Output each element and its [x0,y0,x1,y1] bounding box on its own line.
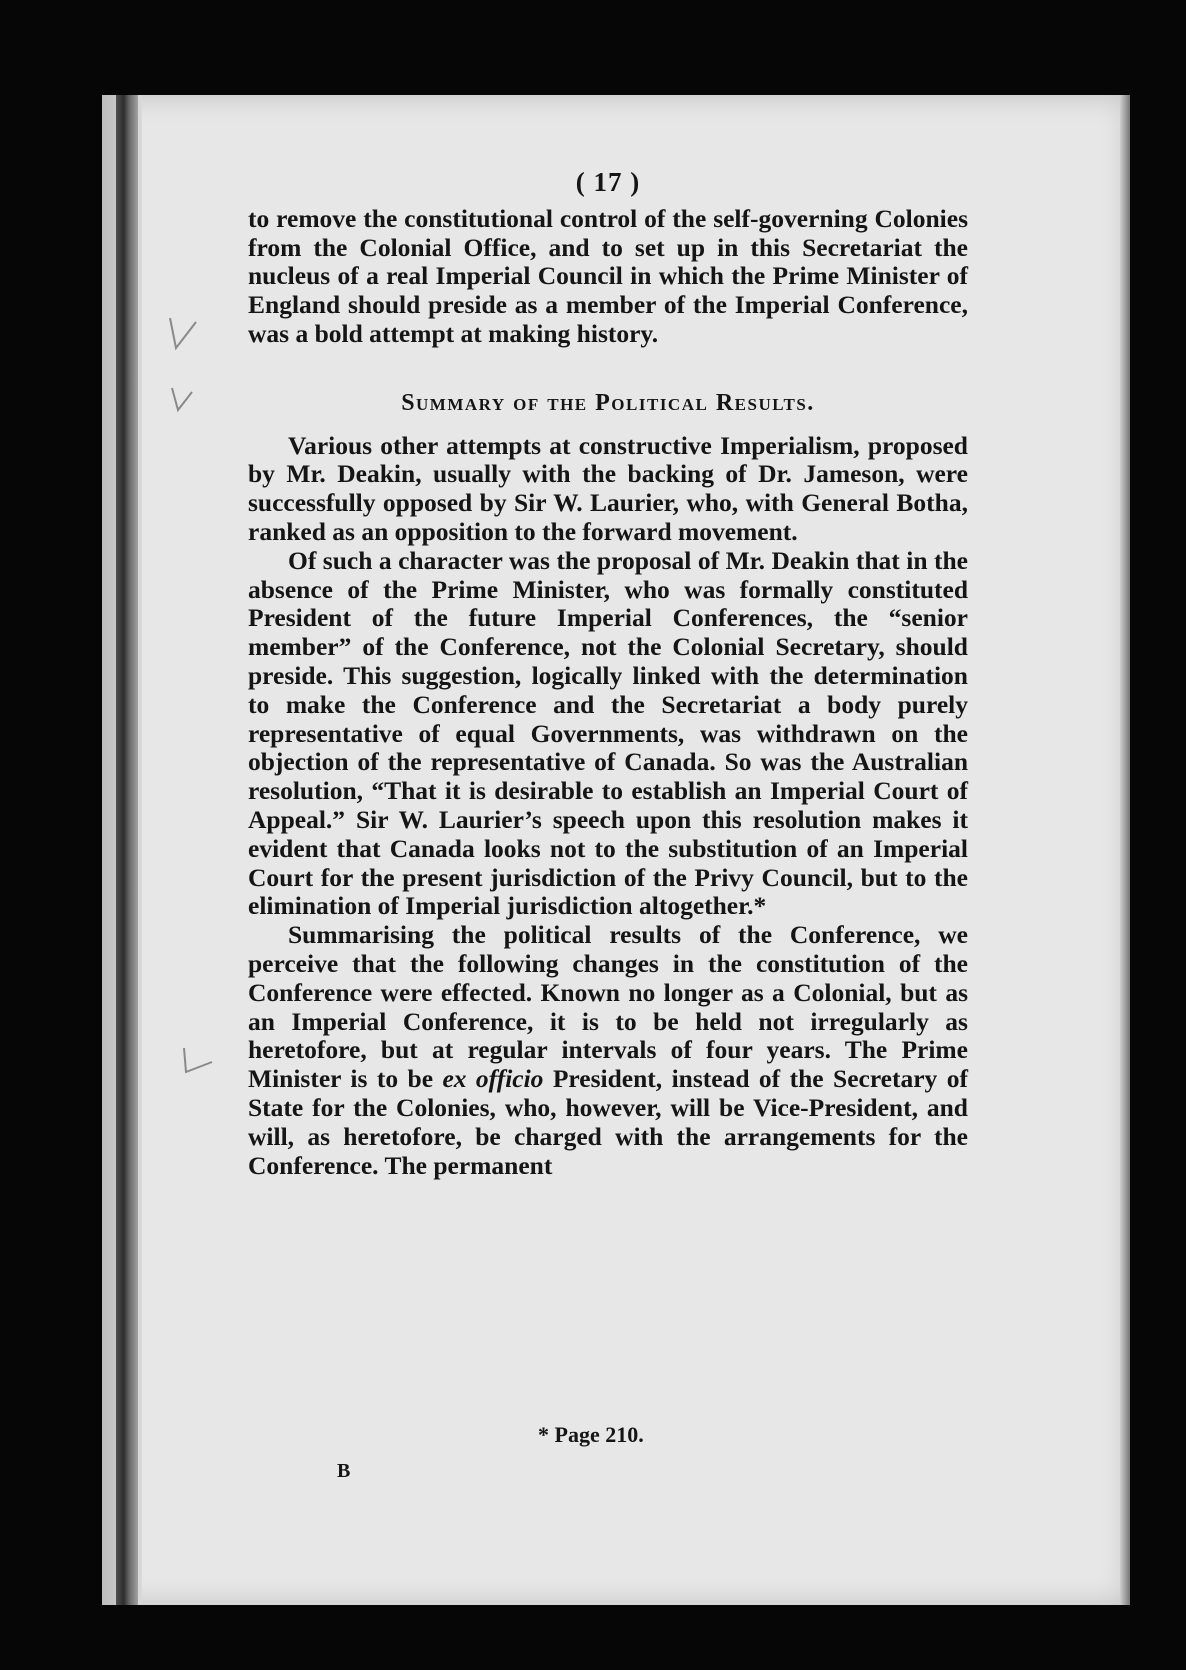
italic-phrase: ex officio [442,1064,544,1094]
paragraph-text: Summarising the political results of the Conference, we perceive that the following changes in the constitution of the Conference were effected. Known no longer as a Colonial, but as an Imperial Conference, it is to be held not irregularly as heretofore, but at regular intervals of four years. The Prime Minister is to be [248,920,968,1094]
pencil-tick-mark [184,1048,212,1072]
page-number: ( 17 ) [575,167,641,197]
section-heading: Summary of the Political Results. [401,389,815,416]
paragraph [248,921,968,1180]
footnote: * Page 210. [538,1422,644,1447]
paragraph-text: President, instead of the Secretary of State for the Colonies, who, however, will be Vice-President, and will, as heretofore, be charged with the arrangements for the Conference. The permanent [248,1064,968,1180]
pencil-tick-mark [170,318,196,348]
paragraph-continued: to remove the constitutional control of the self-governing Colonies from the Colonial Office, and to set up in this Secretariat the nucleus of a real Imperial Council in which the Prime Minister of England should preside as a member of the Imperial Conference, was a bold attempt at making history. [248,203,968,348]
signature-mark: B [337,1460,351,1482]
paragraph: Of such a character was the proposal of Mr. Deakin that in the absence of the Prime Minister, who was formally constituted President of the future Imperial Conferences, the “senior member” of the Conference, not the Colonial Secretary, should preside. This suggestion, logically linked with the determination to make the Conference and the Secretariat a body purely representative of equal Governments, was withdrawn on the objection of the representative of Canada. So was the Australian resolution, “That it is desirable to establish an Imperial Court of Appeal.” Sir W. Laurier’s speech upon this resolution makes it evident that Canada looks not to the substitution of an Imperial Court for the present jurisdiction of the Privy Council, but to the elimination of Imperial jurisdiction altogether.* [248,545,968,921]
pencil-tick-mark [172,388,192,410]
page-text-block [248,168,968,1180]
paragraph: Various other attempts at constructive Imperialism, proposed by Mr. Deakin, usually with the backing of Dr. Jameson, were successfully opposed by Sir W. Laurier, who, with General Botha, ranked as an opposition to the forward movement. [248,430,968,546]
